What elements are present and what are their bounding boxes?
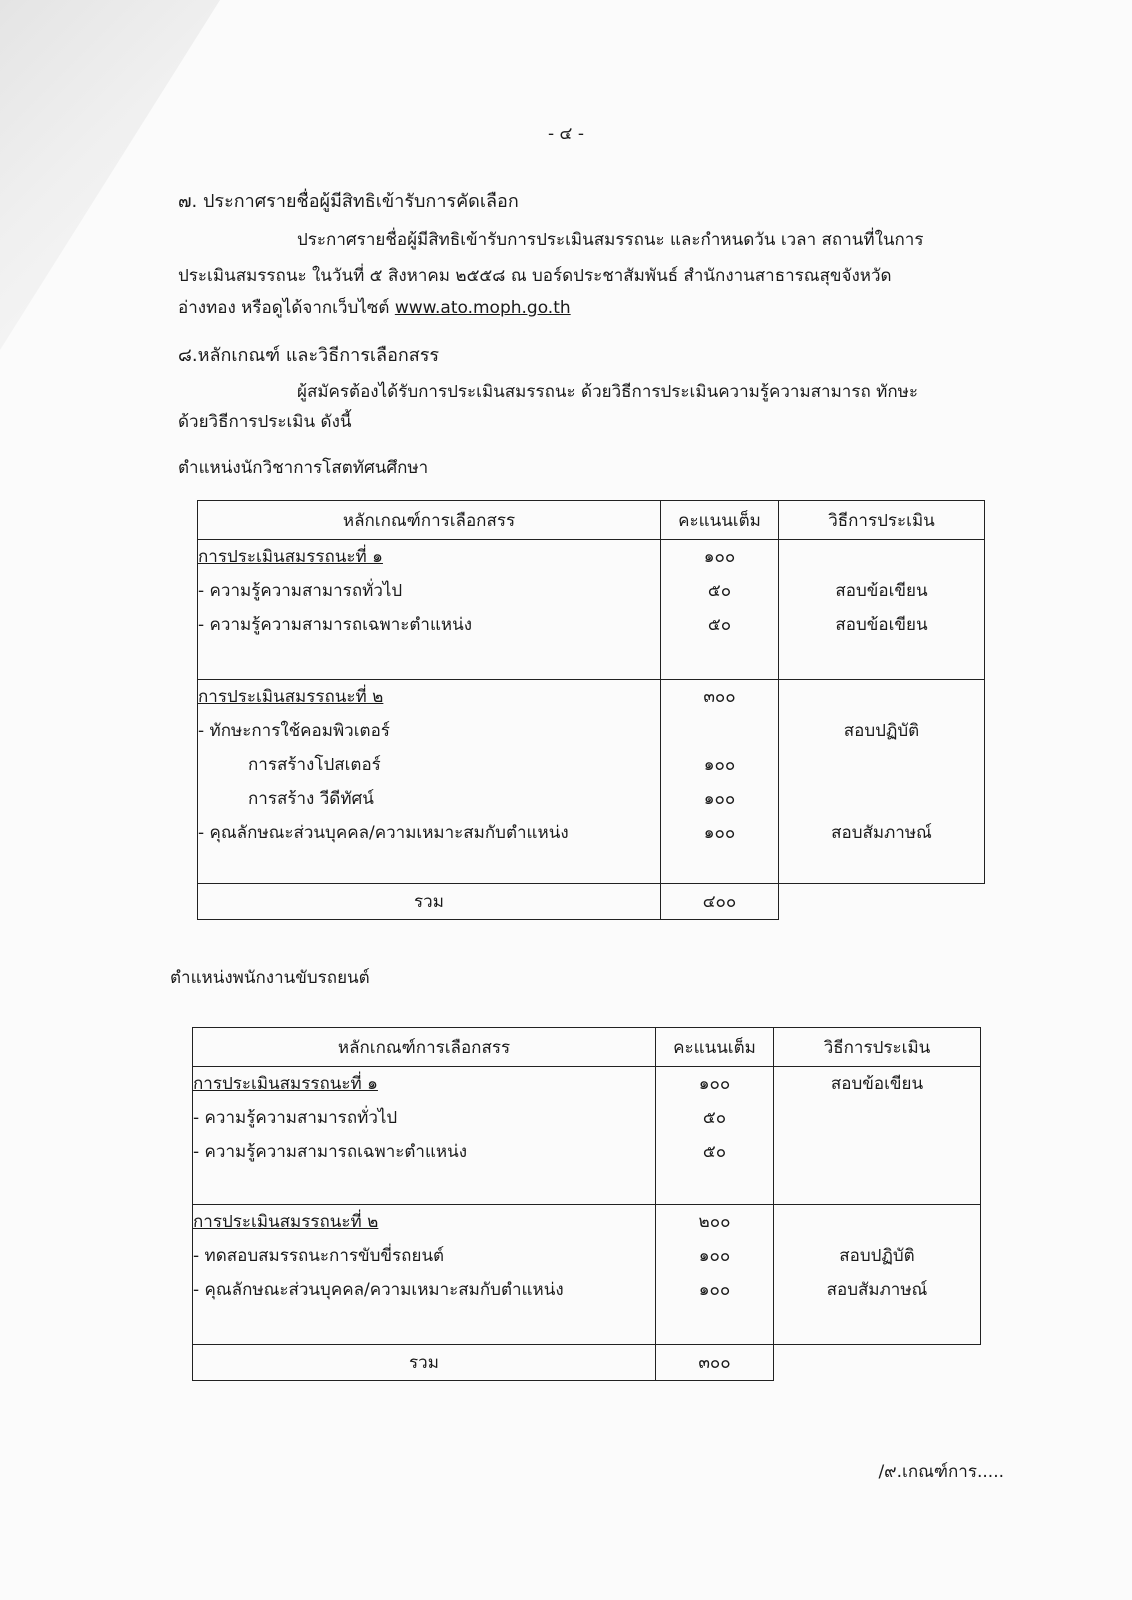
criteria-item: - คุณลักษณะส่วนบุคคล/ความเหมาะสมกับตำแหน่ง <box>193 1280 564 1300</box>
criteria-cell <box>198 540 661 680</box>
table-header-row <box>193 1028 981 1067</box>
score-cell <box>661 540 779 680</box>
score-cell <box>661 680 779 884</box>
section7-line3-text: อ่างทอง หรือดูได้จากเว็บไซต์ <box>178 298 395 318</box>
method-value: สอบข้อเขียน <box>835 615 928 635</box>
method-cell <box>779 680 985 884</box>
section7-heading: ๗. ประกาศรายชื่อผู้มีสิทธิเข้ารับการคัดเลือก <box>178 191 519 212</box>
group-title: การประเมินสมรรถนะที่ ๑ <box>198 547 383 567</box>
method-value: สอบปฏิบัติ <box>839 1246 915 1266</box>
criteria-item: - ความรู้ความสามารถเฉพาะตำแหน่ง <box>198 615 473 635</box>
website-link[interactable]: www.ato.moph.go.th <box>394 298 571 318</box>
score-value: ๒๐๐ <box>698 1212 731 1232</box>
method-cell <box>774 1205 981 1345</box>
section7-line3 <box>178 294 571 321</box>
section8-line1: ผู้สมัครต้องได้รับการประเมินสมรรถนะ ด้วยวิธีการประเมินความรู้ความสามารถ ทักษะ <box>297 382 918 402</box>
total-row <box>193 1345 981 1381</box>
method-cell <box>779 540 985 680</box>
score-header: คะแนนเต็ม <box>661 501 779 540</box>
score-header: คะแนนเต็ม <box>656 1028 774 1067</box>
score-value: ๕๐ <box>707 581 732 601</box>
group-title: การประเมินสมรรถนะที่ ๒ <box>193 1212 379 1232</box>
table-row <box>198 680 985 884</box>
score-value: ๑๐๐ <box>703 823 736 843</box>
section8-line2: ด้วยวิธีการประเมิน ดังนี้ <box>178 412 352 432</box>
footer-continuation: /๙.เกณฑ์การ..... <box>878 1462 1004 1482</box>
criteria-subitem: การสร้างโปสเตอร์ <box>248 755 381 775</box>
section7-line1: ประกาศรายชื่อผู้มีสิทธิเข้ารับการประเมินสมรรถนะ และกำหนดวัน เวลา สถานที่ในการ <box>297 230 924 250</box>
method-header: วิธีการประเมิน <box>774 1028 981 1067</box>
criteria-item: - ความรู้ความสามารถทั่วไป <box>193 1108 398 1128</box>
criteria-item: - ทักษะการใช้คอมพิวเตอร์ <box>198 721 390 741</box>
score-cell <box>656 1067 774 1205</box>
method-value: สอบปฏิบัติ <box>843 721 920 741</box>
total-score: ๔๐๐ <box>661 884 779 920</box>
score-value: ๑๐๐ <box>698 1280 731 1300</box>
position1-criteria-table <box>197 500 985 920</box>
total-row <box>198 884 985 920</box>
criteria-item: - ทดสอบสมรรถนะการขับขี่รถยนต์ <box>193 1246 445 1266</box>
section8-heading: ๘.หลักเกณฑ์ และวิธีการเลือกสรร <box>178 345 440 366</box>
score-value: ๑๐๐ <box>698 1074 731 1094</box>
method-value: สอบสัมภาษณ์ <box>831 823 932 843</box>
table-header-row <box>198 501 985 540</box>
total-label: รวม <box>193 1345 656 1381</box>
criteria-subitem: การสร้าง วีดีทัศน์ <box>248 789 374 809</box>
criteria-cell <box>198 680 661 884</box>
table-row <box>198 540 985 680</box>
table-row <box>193 1067 981 1205</box>
method-value: สอบสัมภาษณ์ <box>826 1280 928 1300</box>
criteria-item: - ความรู้ความสามารถเฉพาะตำแหน่ง <box>193 1142 468 1162</box>
position2-title: ตำแหน่งพนักงานขับรถยนต์ <box>170 968 370 988</box>
method-value: สอบข้อเขียน <box>835 581 928 601</box>
criteria-item: - คุณลักษณะส่วนบุคคล/ความเหมาะสมกับตำแหน่ง <box>198 823 569 843</box>
total-label: รวม <box>198 884 661 920</box>
section7-line2: ประเมินสมรรถนะ ในวันที่ ๕ สิงหาคม ๒๕๕๘ ณ บอร์ดประชาสัมพันธ์ สำนักงานสาธารณสุขจังหวัด <box>178 266 892 286</box>
method-header: วิธีการประเมิน <box>779 501 985 540</box>
score-value: ๓๐๐ <box>703 687 736 707</box>
criteria-cell <box>193 1205 656 1345</box>
table-row <box>193 1205 981 1345</box>
score-value: ๕๐ <box>707 615 732 635</box>
criteria-header: หลักเกณฑ์การเลือกสรร <box>193 1028 656 1067</box>
criteria-cell <box>193 1067 656 1205</box>
position1-title: ตำแหน่งนักวิชาการโสตทัศนศึกษา <box>178 458 429 478</box>
position2-criteria-table <box>192 1027 981 1381</box>
criteria-item: - ความรู้ความสามารถทั่วไป <box>198 581 403 601</box>
score-value: ๑๐๐ <box>703 547 736 567</box>
page-number: - ๔ - <box>548 124 584 144</box>
score-value: ๑๐๐ <box>698 1246 731 1266</box>
criteria-header: หลักเกณฑ์การเลือกสรร <box>198 501 661 540</box>
method-cell <box>774 1067 981 1205</box>
method-value: สอบข้อเขียน <box>830 1074 924 1094</box>
group-title: การประเมินสมรรถนะที่ ๒ <box>198 687 384 707</box>
total-score: ๓๐๐ <box>656 1345 774 1381</box>
score-cell <box>656 1205 774 1345</box>
score-value: ๕๐ <box>702 1142 727 1162</box>
score-value: ๕๐ <box>702 1108 727 1128</box>
score-value: ๑๐๐ <box>703 789 736 809</box>
group-title: การประเมินสมรรถนะที่ ๑ <box>193 1074 378 1094</box>
score-value: ๑๐๐ <box>703 755 736 775</box>
